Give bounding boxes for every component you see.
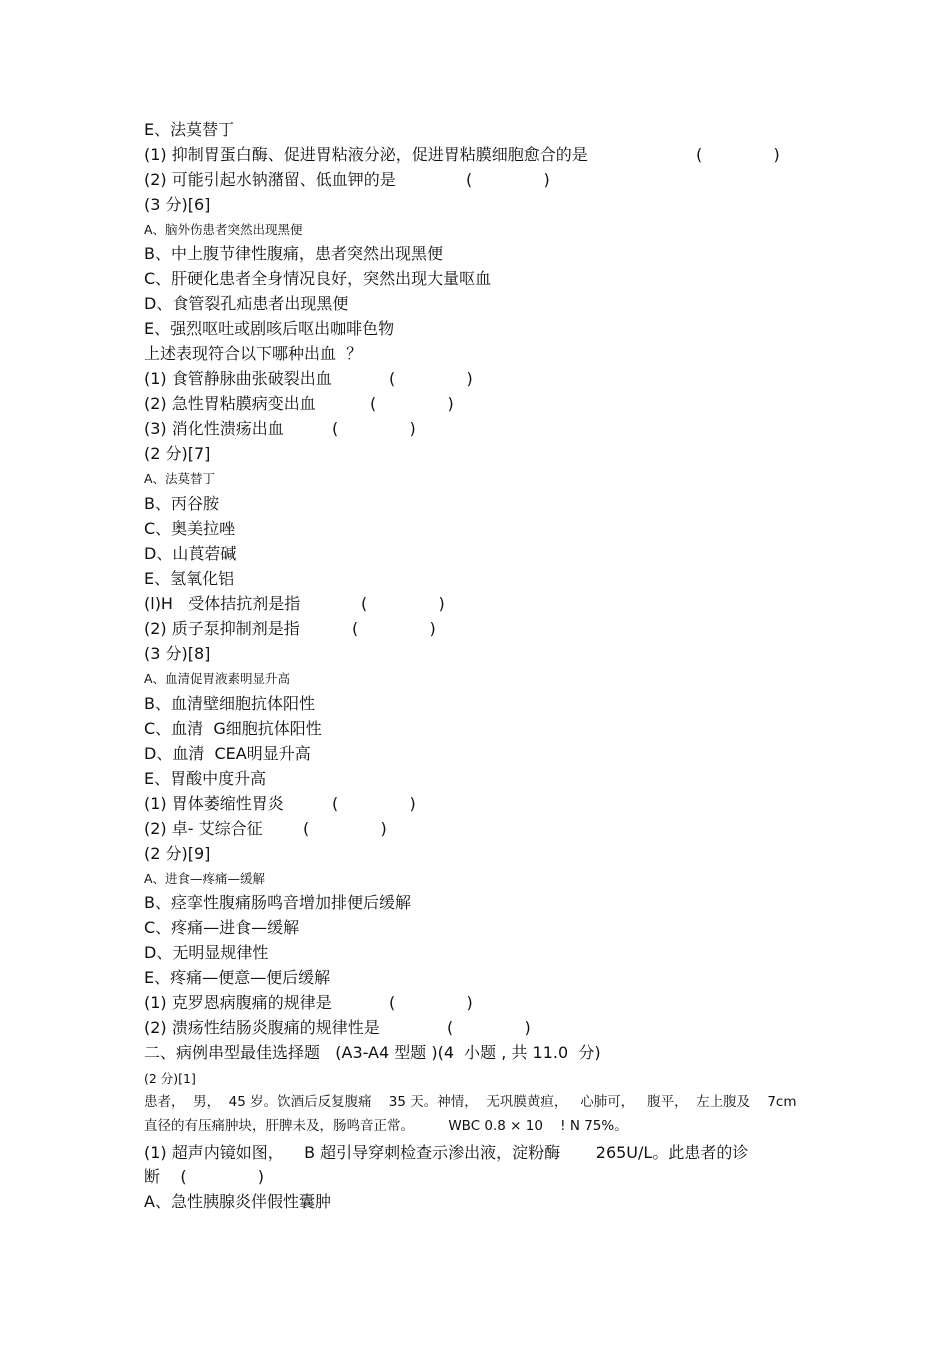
option-d: D、食管裂孔疝患者出现黑便 [144,294,349,313]
question-1-continued: 断 ( ) [144,1167,265,1186]
option-b: B、丙谷胺 [144,494,219,513]
option-e: E、胃酸中度升高 [144,769,267,788]
option-a: A、急性胰腺炎伴假性囊肿 [144,1192,331,1211]
question-2: (2) 卓- 艾综合征 [144,819,263,838]
answer-blank: ( ) [361,594,445,613]
section-heading: (3 分)[8] [144,644,211,663]
case-text: 患者， 男， 45 岁。饮酒后反复腹痛 35 天。神情， 无巩膜黄疸， 心肺可， 腹平， 左上腹及 7cm [144,1094,797,1110]
option-d: D、无明显规律性 [144,943,269,962]
question-1: (1) 克罗恩病腹痛的规律是 [144,993,332,1012]
option-c: C、血清 G细胞抗体阳性 [144,719,322,738]
answer-blank: ( ) [370,394,454,413]
answer-blank: ( ) [389,993,473,1012]
question-stem: 上述表现符合以下哪种出血 ？ [144,344,363,363]
answer-blank: ( ) [447,1018,531,1037]
option-e: E、氢氧化铝 [144,569,235,588]
option-c: C、疼痛—进食—缓解 [144,918,300,937]
question-2: (2) 可能引起水钠潴留、低血钾的是 [144,170,396,189]
option-a: A、进食—疼痛—缓解 [144,871,266,886]
question-2: (2) 溃疡性结肠炎腹痛的规律性是 [144,1018,380,1037]
answer-blank: ( ) [696,145,780,164]
option-e: E、法莫替丁 [144,120,235,139]
answer-blank: ( ) [466,170,550,189]
option-e: E、强烈呕吐或剧咳后呕出咖啡色物 [144,319,395,338]
section-heading: (2 分)[9] [144,844,211,863]
option-d: D、山莨菪碱 [144,544,237,563]
answer-blank: ( ) [303,819,387,838]
option-a: A、血清促胃液素明显升高 [144,671,291,686]
option-b: B、中上腹节律性腹痛，患者突然出现黑便 [144,244,443,263]
section-heading: (2 分)[7] [144,444,211,463]
option-a: A、法莫替丁 [144,471,216,486]
option-d: D、血清 CEA明显升高 [144,744,311,763]
case-text: 直径的有压痛肿块，肝脾未及，肠鸣音正常。 WBC 0.8 × 10 ! N 75%。 [144,1118,628,1134]
question-1: (1) 胃体萎缩性胃炎 [144,794,284,813]
answer-blank: ( ) [332,419,416,438]
question-1: (1) 抑制胃蛋白酶、促进胃粘液分泌，促进胃粘膜细胞愈合的是 [144,145,588,164]
option-c: C、肝硬化患者全身情况良好，突然出现大量呕血 [144,269,492,288]
section-heading: (2 分)[1] [144,1071,196,1086]
option-b: B、血清壁细胞抗体阳性 [144,694,315,713]
option-b: B、痉挛性腹痛肠鸣音增加排便后缓解 [144,893,411,912]
question-1: (1) 超声内镜如图， B 超引导穿刺检查示渗出液，淀粉酶 265U/L。此患者的诊 [144,1143,749,1162]
section-heading: (3 分)[6] [144,195,211,214]
option-a: A、脑外伤患者突然出现黑便 [144,222,303,237]
question-2: (2) 质子泵抑制剂是指 [144,619,300,638]
option-c: C、奥美拉唑 [144,519,236,538]
answer-blank: ( ) [352,619,436,638]
question-1: (l)H 受体拮抗剂是指 [144,594,301,613]
question-3: (3) 消化性溃疡出血 [144,419,284,438]
answer-blank: ( ) [332,794,416,813]
question-2: (2) 急性胃粘膜病变出血 [144,394,316,413]
answer-blank: ( ) [389,369,473,388]
part-heading: 二、病例串型最佳选择题 (A3-A4 型题 )(4 小题 , 共 11.0 分) [144,1043,601,1062]
question-1: (1) 食管静脉曲张破裂出血 [144,369,332,388]
option-e: E、疼痛—便意—便后缓解 [144,968,331,987]
